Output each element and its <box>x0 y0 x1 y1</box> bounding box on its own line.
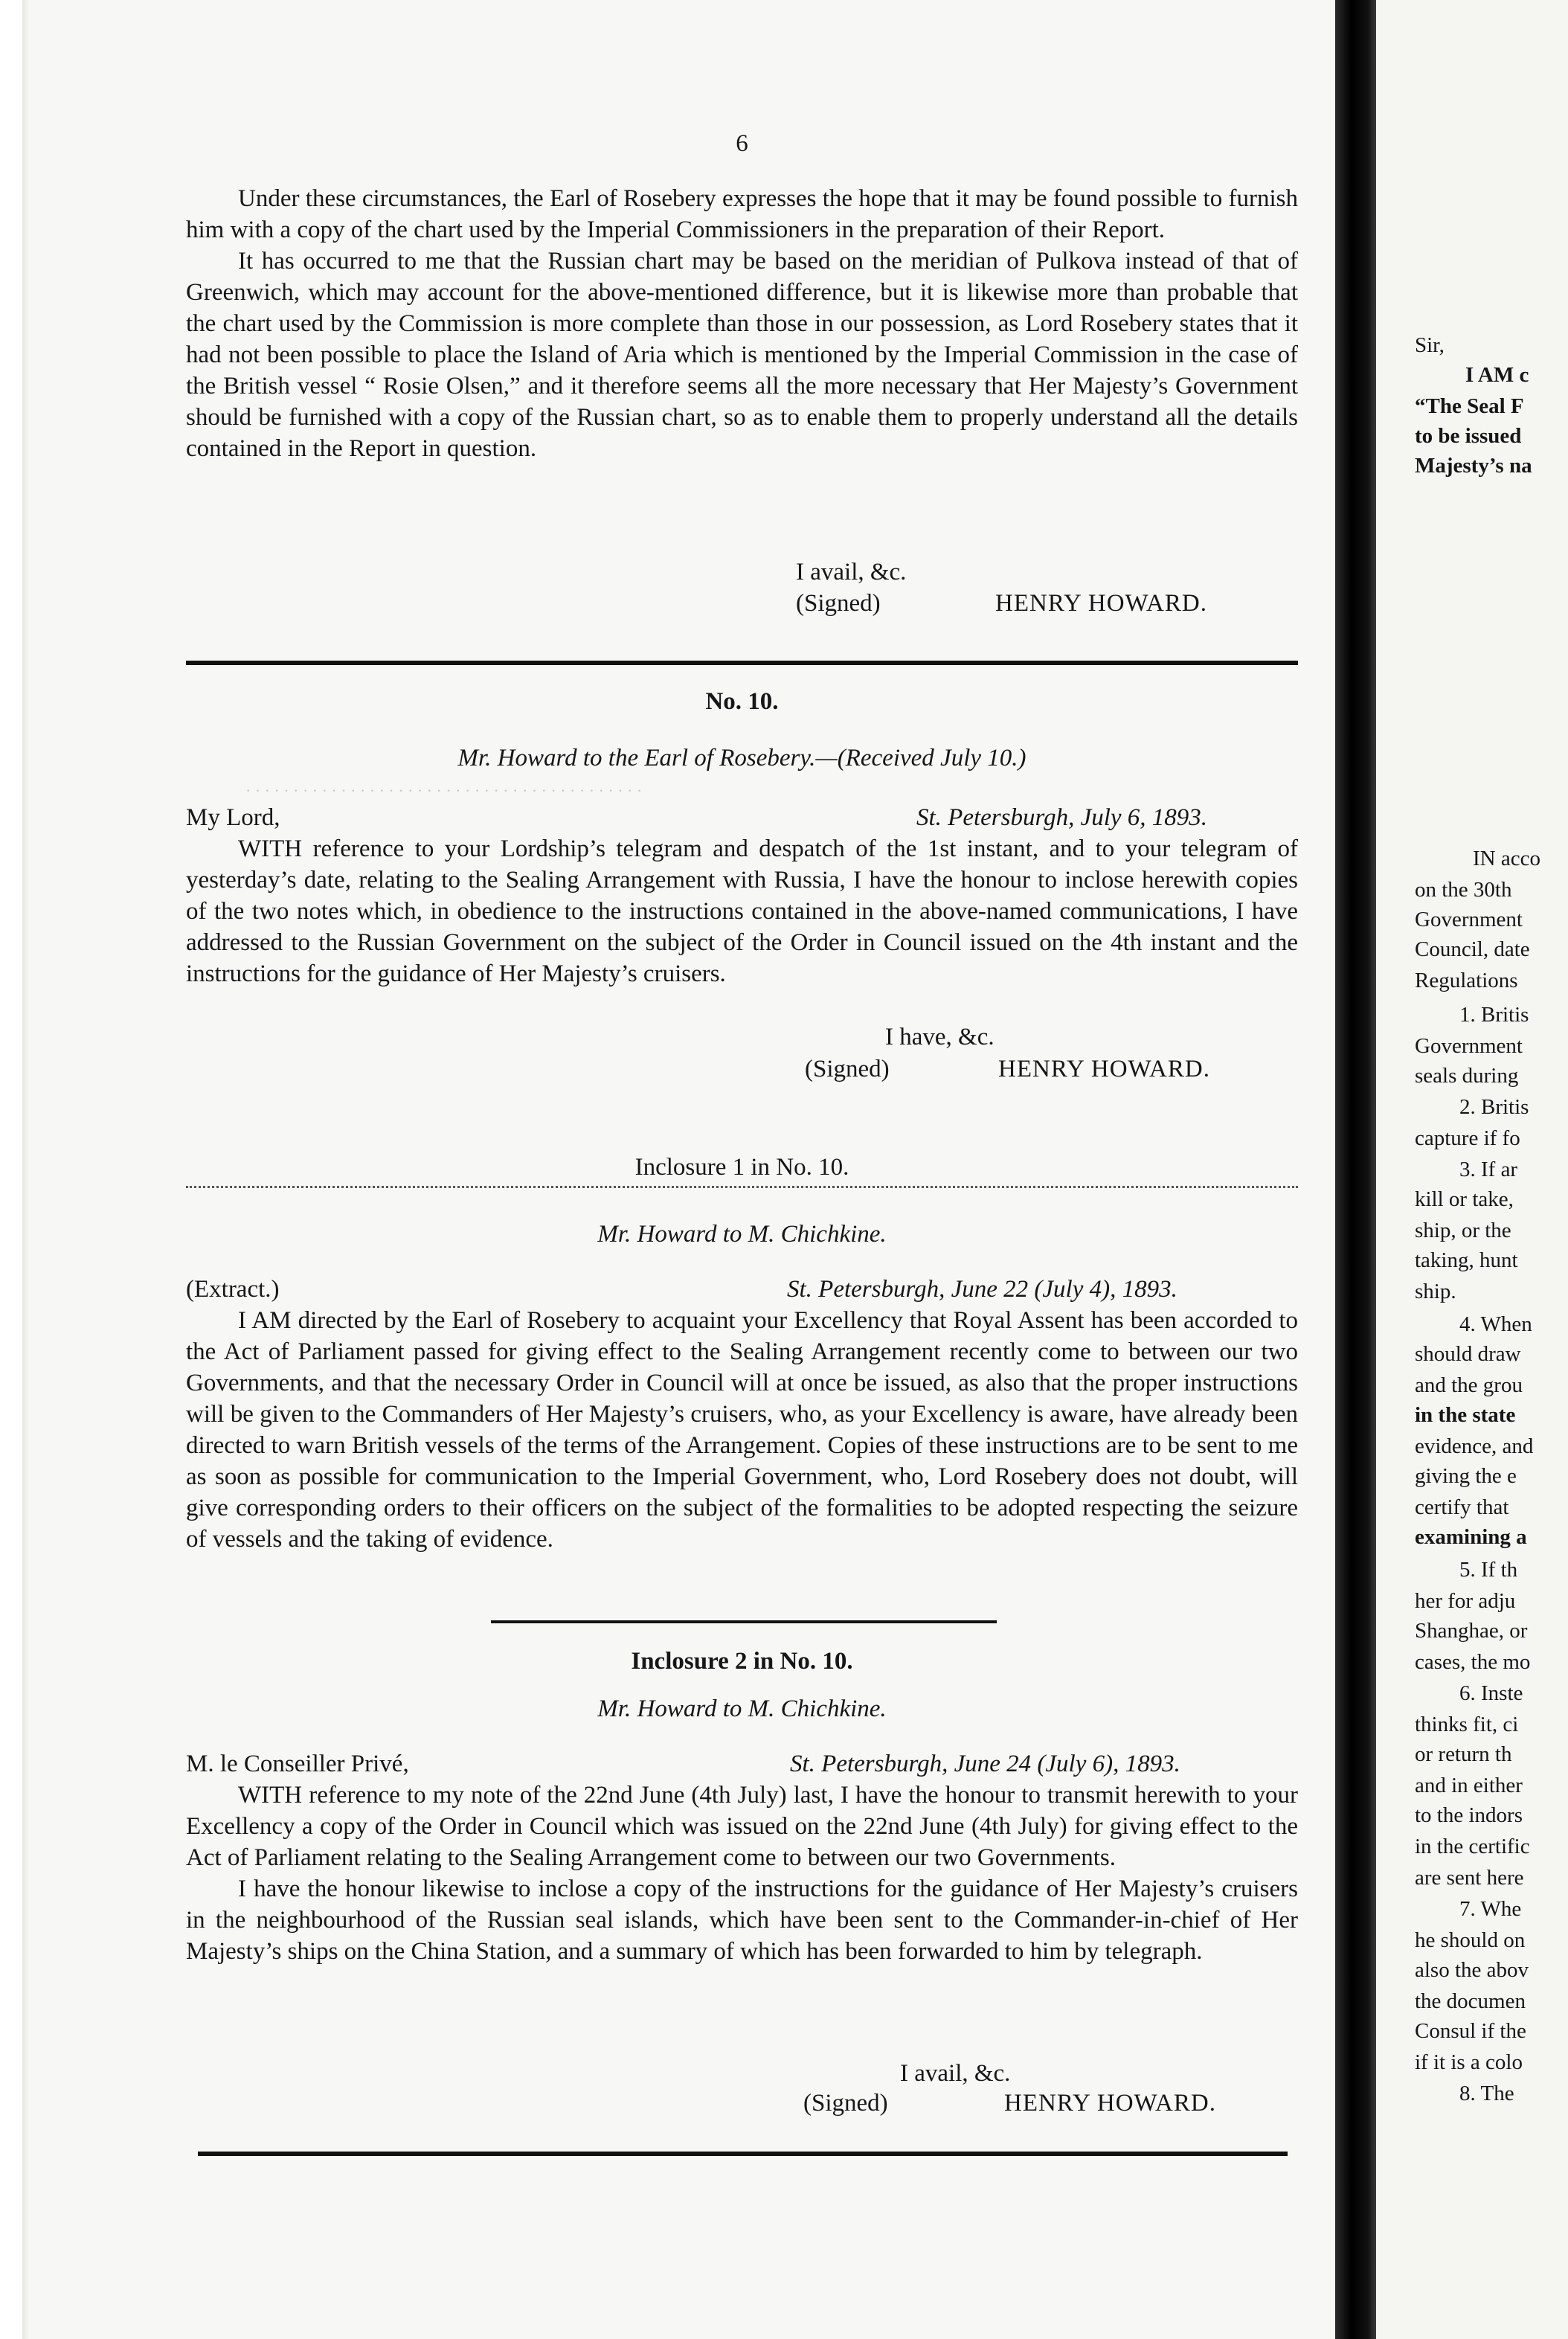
adjacent-line: thinks fit, ci <box>1415 1713 1519 1736</box>
adjacent-line: he should on <box>1415 1928 1526 1952</box>
page-number: 6 <box>736 130 748 157</box>
intro-closing <box>186 556 1298 588</box>
adjacent-line: certify that <box>1415 1495 1509 1519</box>
adjacent-line: if it is a colo <box>1415 2050 1523 2074</box>
adjacent-line: also the abov <box>1415 1958 1529 1982</box>
closing-line: I have, &c. <box>885 1024 995 1050</box>
dotted-divider <box>186 1186 1298 1188</box>
adjacent-line: in the state <box>1415 1403 1516 1427</box>
end-divider <box>198 2152 1288 2156</box>
adjacent-line: taking, hunt <box>1415 1248 1518 1272</box>
adjacent-line: to be issued <box>1415 424 1522 448</box>
adjacent-line: Government <box>1415 908 1523 931</box>
closing-line: I avail, &c. <box>796 559 907 585</box>
adjacent-line: in the certific <box>1415 1835 1530 1858</box>
adjacent-line: on the 30th <box>1415 878 1512 902</box>
adjacent-line: her for adju <box>1415 1589 1516 1613</box>
adjacent-line: Government <box>1415 1034 1523 1058</box>
adjacent-line: ship. <box>1415 1280 1456 1303</box>
inclosure-subheading: Mr. Howard to M. Chichkine. <box>597 1695 887 1722</box>
adjacent-line: to the indors <box>1415 1803 1523 1827</box>
body-paragraph: WITH reference to your Lordship’s telegram and despatch of the 1st instant, and to your telegram of yesterday’s date, relating to the Sealing Arrangement with Russia, I have the honour to inclose herewith copies of the two notes which, in obedience to the instructions contained in the above-named communications, I have addressed to the Russian Government on the subject of the Order in Council issued on the 4th instant and the instructions for the guidance of Her Majesty’s cruisers. <box>186 835 1298 987</box>
adjacent-line: and in either <box>1415 1774 1523 1797</box>
bleed-through-text: · · · · · · · · · · · · · · · · · · · · · · · · · · · · · · · · · · · · · · · · · · <box>245 781 643 800</box>
signature: HENRY HOWARD. <box>1004 2090 1216 2117</box>
adjacent-line: cases, the mo <box>1415 1650 1531 1674</box>
adjacent-line: Consul if the <box>1415 2019 1526 2043</box>
page-edge <box>22 0 30 2339</box>
inclosure-body <box>186 1780 1298 1967</box>
adjacent-line: ship, or the <box>1415 1219 1511 1242</box>
adjacent-page <box>1376 0 1568 2339</box>
adjacent-line: Sir, <box>1415 333 1445 357</box>
adjacent-line: kill or take, <box>1415 1187 1514 1211</box>
signature: HENRY HOWARD. <box>998 1056 1210 1082</box>
document-subheading: Mr. Howard to the Earl of Rosebery.—(Received July 10.) <box>457 745 1026 771</box>
adjacent-line: examining a <box>1415 1525 1527 1549</box>
inclosure2-closing <box>186 2058 1298 2089</box>
adjacent-line: 2. Britis <box>1459 1095 1529 1119</box>
adjacent-line: evidence, and <box>1415 1434 1534 1458</box>
signed-label: (Signed) <box>796 590 881 617</box>
adjacent-line: 6. Inste <box>1459 1681 1523 1705</box>
adjacent-line: Majesty’s na <box>1415 454 1532 478</box>
short-divider <box>491 1620 997 1623</box>
adjacent-line: “The Seal F <box>1415 394 1524 418</box>
adjacent-line: and the grou <box>1415 1373 1523 1397</box>
extract-label: (Extract.) <box>186 1276 280 1303</box>
book-gutter <box>1335 0 1376 2339</box>
adjacent-line: 3. If ar <box>1459 1158 1518 1181</box>
inclosure-heading: Inclosure 1 in No. 10. <box>634 1154 849 1181</box>
body-paragraph-2: I have the honour likewise to inclose a copy of the instructions for the guidance of Her Majesty’s cruisers in the neighbourhood of the Russian seal islands, which have been sent to the Commander-in-chief of Her Majesty’s ships on the China Station, and a summary of which has been forwarded to him by telegraph. <box>186 1876 1298 1965</box>
adjacent-line: Regulations <box>1415 969 1518 992</box>
inclosure-heading: Inclosure 2 in No. 10. <box>631 1648 853 1675</box>
adjacent-line: Shanghae, or <box>1415 1619 1528 1643</box>
adjacent-line: 7. Whe <box>1459 1897 1522 1921</box>
adjacent-line: 5. If th <box>1459 1558 1518 1582</box>
adjacent-line: 8. The <box>1459 2082 1514 2105</box>
signed-label: (Signed) <box>805 1056 890 1082</box>
intro-paragraph-2: It has occurred to me that the Russian chart may be based on the meridian of Pulkova instead of that of Greenwich, which may account for the above-mentioned difference, but it is likewise more than probable that the chart used by the Commission is more complete than those in our possession, as Lord Rosebery states that it had not been possible to place the Island of Aria which is mentioned by the Imperial Commission in the case of the British vessel “ Rosie Olsen,” and it therefore seems all the more necessary that Her Majesty’s Government should be furnished with a copy of the Russian chart, so as to enable them to properly understand all the details contained in the Report in question. <box>186 248 1298 462</box>
intro-section <box>186 183 1298 464</box>
closing-line: I avail, &c. <box>900 2060 1011 2087</box>
body-paragraph-1: WITH reference to my note of the 22nd June (4th July) last, I have the honour to transmit herewith to your Excellency a copy of the Order in Council which was issued on the 22nd June (4th July) for giving effect to the Act of Parliament relating to the Sealing Arrangement come to between our two Governments. <box>186 1782 1298 1871</box>
salutation: M. le Conseiller Privé, <box>186 1751 409 1777</box>
inclosure-body <box>186 1305 1298 1555</box>
adjacent-line: the documen <box>1415 1989 1526 2013</box>
inclosure-subheading: Mr. Howard to M. Chichkine. <box>597 1221 887 1248</box>
adjacent-line: Council, date <box>1415 937 1530 961</box>
adjacent-line: capture if fo <box>1415 1126 1520 1150</box>
adjacent-line: IN acco <box>1473 847 1540 870</box>
body-paragraph: I AM directed by the Earl of Rosebery to acquaint your Excellency that Royal Assent has been accorded to the Act of Parliament passed for giving effect to the Sealing Arrangement recently come to between our two Governments, and that the necessary Order in Council will at once be issued, as also that the proper instructions will be given to the Commanders of Her Majesty’s cruisers, who, as your Excellency is aware, have already been directed to warn British vessels of the terms of the Arrangement. Copies of these instructions are to be sent to me as soon as possible for communication to the Imperial Government, who, Lord Rosebery does not doubt, will give corresponding orders to their officers on the subject of the formalities to be adopted respecting the seizure of vessels and the taking of evidence. <box>186 1307 1298 1553</box>
dateline: St. Petersburgh, June 24 (July 6), 1893. <box>790 1751 1180 1777</box>
salutation: My Lord, <box>186 804 280 831</box>
dateline: St. Petersburgh, June 22 (July 4), 1893. <box>787 1276 1177 1303</box>
adjacent-line: are sent here <box>1415 1866 1524 1890</box>
intro-paragraph-1: Under these circumstances, the Earl of Rosebery expresses the hope that it may be found possible to furnish him with a copy of the chart used by the Imperial Commissioners in the preparation of their Report. <box>186 185 1298 243</box>
no10-closing <box>186 1021 1298 1053</box>
adjacent-line: seals during <box>1415 1064 1519 1088</box>
adjacent-line: 1. Britis <box>1459 1003 1529 1027</box>
signature: HENRY HOWARD. <box>995 590 1207 617</box>
adjacent-line: or return th <box>1415 1742 1512 1766</box>
letter-body <box>186 833 1298 989</box>
adjacent-line: giving the e <box>1415 1464 1517 1488</box>
dateline: St. Petersburgh, July 6, 1893. <box>916 804 1208 831</box>
signed-label: (Signed) <box>803 2090 888 2117</box>
adjacent-line: should draw <box>1415 1342 1521 1366</box>
document-number-heading: No. 10. <box>705 688 779 715</box>
adjacent-line: I AM c <box>1465 363 1529 387</box>
section-divider <box>186 661 1298 665</box>
adjacent-line: 4. When <box>1459 1312 1532 1336</box>
